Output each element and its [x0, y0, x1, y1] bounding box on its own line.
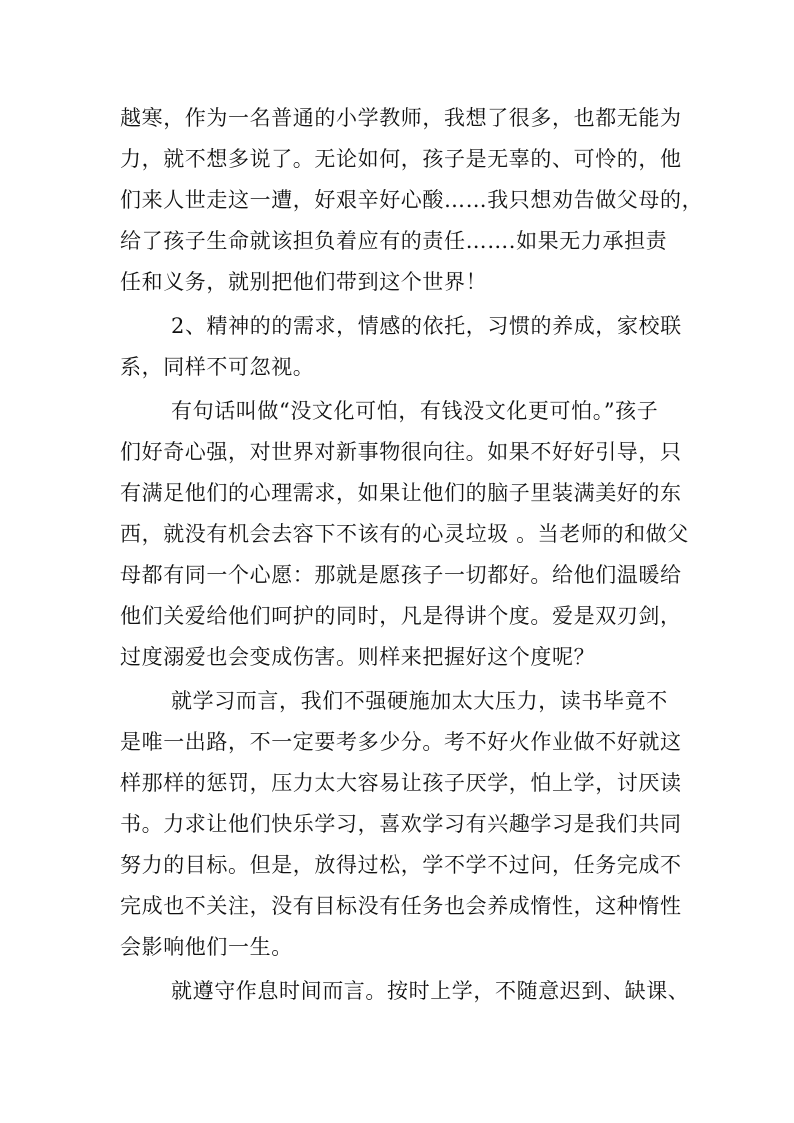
- text-line: 给了孩子生命就该担负着应有的责任…….如果无力承担责: [120, 229, 668, 253]
- text-line: 完成也不关注，没有目标没有任务也会养成惰性，这种惰性: [120, 894, 682, 918]
- text-line: 过度溺爱也会变成伤害。则样来把握好这个度呢？: [120, 645, 596, 669]
- text-line: 越寒，作为一名普通的小学教师，我想了很多，也都无能为: [120, 106, 682, 130]
- paragraph-start-line: 有句话叫做“没文化可怕，有钱没文化更可怕。”孩子: [171, 399, 659, 423]
- text-line: 会影响他们一生。: [120, 935, 293, 959]
- text-line: 任和义务，就别把他们带到这个世界！: [120, 270, 488, 294]
- text-line: 西，就没有机会去容下不该有的心灵垃圾 。当老师的和做父: [120, 522, 689, 546]
- text-line: 母都有同一个心愿：那就是愿孩子一切都好。给他们温暖给: [120, 563, 682, 587]
- paragraph-start-line: 就遵守作息时间而言。按时上学，不随意迟到、缺课、: [171, 979, 690, 1003]
- paragraph-start-line: 就学习而言，我们不强硬施加太大压力，读书毕竟不: [171, 689, 668, 713]
- text-line: 书。力求让他们快乐学习，喜欢学习有兴趣学习是我们共同: [120, 812, 682, 836]
- text-line: 努力的目标。但是，放得过松，学不学不过问，任务完成不: [120, 853, 682, 877]
- text-line: 们好奇心强，对世界对新事物很向往。如果不好好引导，只: [120, 440, 682, 464]
- text-line: 他们关爱给他们呵护的同时，凡是得讲个度。爱是双刃剑，: [120, 604, 682, 628]
- text-line: 力，就不想多说了。无论如何，孩子是无辜的、可怜的，他: [120, 147, 682, 171]
- text-line: 样那样的惩罚，压力太大容易让孩子厌学，怕上学，讨厌读: [120, 771, 682, 795]
- text-line: 系，同样不可忽视。: [120, 355, 315, 379]
- paragraph-start-line: 2、精神的的需求，情感的依托，习惯的养成，家校联: [171, 314, 682, 338]
- text-line: 有满足他们的心理需求，如果让他们的脑子里装满美好的东: [120, 481, 682, 505]
- text-line: 们来人世走这一遭，好艰辛好心酸……我只想劝告做父母的，: [120, 188, 704, 212]
- text-line: 是唯一出路，不一定要考多少分。考不好火作业做不好就这: [120, 730, 682, 754]
